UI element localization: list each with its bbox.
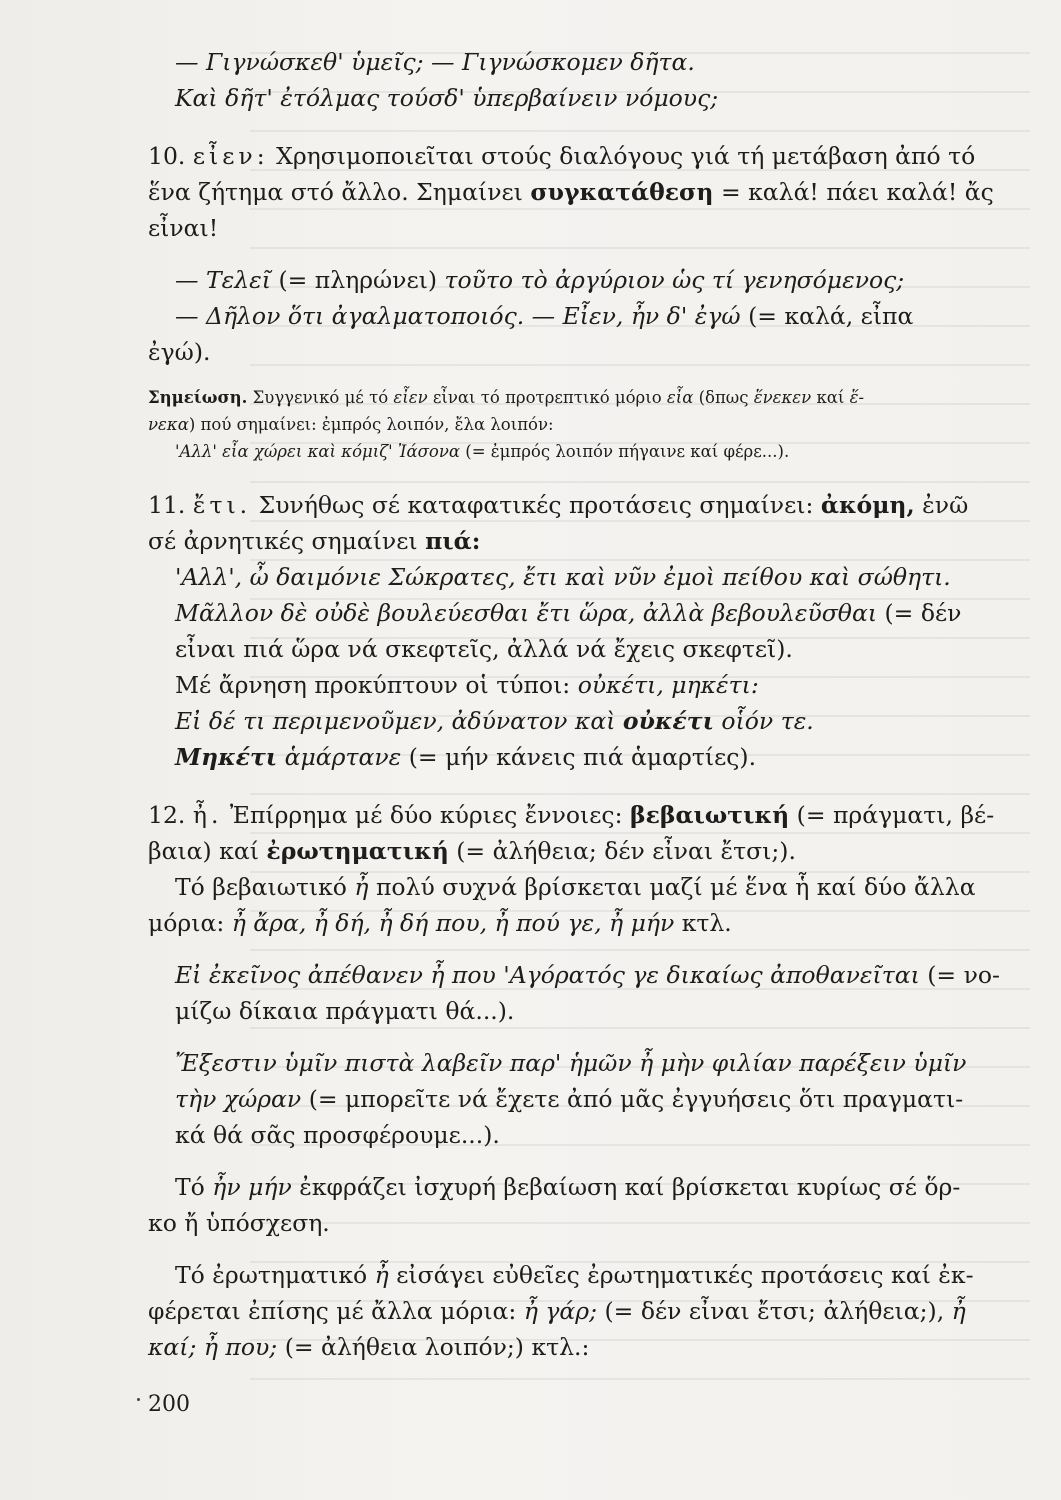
greek-word: νεκα: [148, 415, 189, 434]
text: Τό βεβαιωτικό: [175, 873, 355, 901]
page-number: 200: [148, 1392, 190, 1417]
text: Μέ ἄρνηση προκύπτουν οἱ τύποι:: [175, 671, 578, 699]
text: κτλ.: [674, 909, 732, 937]
body-line: [148, 869, 1018, 905]
note-line: [148, 438, 1018, 465]
section-term: ἦ.: [192, 801, 223, 829]
note-label: Σημείωση.: [148, 388, 248, 407]
text: ἐκφράζει ἰσχυρή βεβαίωση καί βρίσκεται κυρίως σέ ὅρ-: [291, 1173, 961, 1201]
greek-word: ἕ-: [849, 388, 865, 407]
text: σέ ἀρνητικές σημαίνει: [148, 527, 426, 555]
text: (= ἐμπρός λοιπόν πήγαινε καί φέρε...).: [460, 442, 790, 461]
example-line: [148, 559, 1018, 595]
example-line: [148, 957, 1018, 993]
body-line: [148, 993, 1018, 1029]
text: ἐνῶ: [914, 491, 969, 519]
example-line: [148, 298, 1018, 334]
text: — Γιγνώσκεθ' ὑμεῖς; — Γιγνώσκομεν δῆτα.: [175, 48, 695, 76]
text-body: [148, 44, 1018, 1365]
text: Ἐπίρρημα μέ δύο κύριες ἔννοιες:: [222, 801, 630, 829]
text: ) πού σημαίνει: ἐμπρός λοιπόν, ἔλα λοιπόν:: [188, 415, 554, 434]
bold-greek-word: οὐκέτι: [622, 707, 714, 735]
body-line: [148, 1293, 1018, 1329]
body-line: [148, 1205, 1018, 1241]
greek-quote: τὴν χώραν: [175, 1085, 302, 1113]
greek-quote: ἁμάρτανε: [277, 743, 402, 771]
section-term: ἔτι.: [192, 491, 252, 519]
text: Τό: [175, 1173, 213, 1201]
body-line: [148, 667, 1018, 703]
greek-word: ἦ γάρ;: [523, 1297, 598, 1325]
text: Συγγενικό μέ τό: [247, 388, 394, 407]
text: φέρεται ἐπίσης μέ ἄλλα μόρια:: [148, 1297, 524, 1325]
section-number: 10.: [148, 142, 186, 170]
text: μόρια:: [148, 909, 232, 937]
greek-word: εἶα: [666, 388, 694, 407]
body-line: [148, 631, 1018, 667]
greek-word: καί; ἦ που;: [148, 1333, 278, 1361]
text: (= πληρώνει): [270, 266, 445, 294]
greek-quote: — Δῆλον ὅτι ἀγαλματοποιός. — Εἶεν, ἦν δ' ἐγώ: [175, 302, 741, 330]
example-line: [148, 739, 1018, 775]
text: (= ἀλήθεια λοιπόν;) κτλ.:: [277, 1333, 590, 1361]
section-term: εἶεν:: [192, 142, 269, 170]
note-block: [148, 384, 1018, 465]
body-line: [148, 1257, 1018, 1293]
text: κά θά σᾶς προσφέρουμε...).: [175, 1121, 500, 1149]
section-number: 11.: [148, 491, 186, 519]
dialogue-line: [148, 80, 1018, 116]
bold-greek-word: Μηκέτι: [175, 743, 278, 771]
greek-quote: Μᾶλλον δὲ οὐδὲ βουλεύεσθαι ἔτι ὥρα, ἀλλὰ βεβουλεῦσθαι: [175, 599, 878, 627]
body-line: [148, 1329, 1018, 1365]
greek-quote: τοῦτο τὸ ἀργύριον ὡς τί γενησόμενος;: [444, 266, 905, 294]
bold-term: ἀκόμη,: [820, 491, 915, 519]
text: Καὶ δῆτ' ἐτόλμας τούσδ' ὑπερβαίνειν νόμους;: [175, 84, 719, 112]
example-line: [148, 595, 1018, 631]
body-line: [148, 523, 1018, 559]
section-10-heading: [148, 138, 1018, 174]
greek-word: ἦ: [374, 1261, 389, 1289]
body-line: [148, 833, 1018, 869]
text: εἶναι!: [148, 214, 219, 242]
section-number: 12.: [148, 801, 186, 829]
greek-quote: οἷόν τε.: [713, 707, 814, 735]
greek-quote: 'Αλλ' εἶα χώρει καὶ κόμιζ' Ἰάσονα: [175, 442, 461, 461]
example-line: [148, 262, 1018, 298]
text: (= πράγματι, βέ-: [789, 801, 995, 829]
bold-term: ἐρωτηματική: [266, 837, 449, 865]
greek-word: ἦ ἄρα, ἦ δή, ἦ δή που, ἦ πού γε, ἦ μήν: [231, 909, 675, 937]
section-12-heading: [148, 797, 1018, 833]
body-line: [148, 1169, 1018, 1205]
example-line: [148, 1081, 1018, 1117]
bold-term: βεβαιωτική: [629, 801, 790, 829]
body-line: [148, 210, 1018, 246]
greek-word: οὐκέτι, μηκέτι:: [577, 671, 759, 699]
text: εἰσάγει εὐθεῖες ἐρωτηματικές προτάσεις καί ἐκ-: [388, 1261, 974, 1289]
text: (= μπορεῖτε νά ἔχετε ἀπό μᾶς ἐγγυήσεις ὅτι πραγματι-: [301, 1085, 964, 1113]
bold-term: συγκατάθεση: [530, 178, 714, 206]
body-line: [148, 334, 1018, 370]
greek-word: ἦν μήν: [212, 1173, 292, 1201]
text: (= νο-: [919, 961, 1000, 989]
text: (δπως: [693, 388, 754, 407]
example-line: [148, 703, 1018, 739]
dialogue-line: [148, 44, 1018, 80]
text: (= δέν: [877, 599, 962, 627]
text: Τό ἐρωτηματικό: [175, 1261, 375, 1289]
stray-mark: [137, 1398, 140, 1401]
section-11-heading: [148, 487, 1018, 523]
body-line: [148, 174, 1018, 210]
greek-quote: Ἔξεστιν ὑμῖν πιστὰ λαβεῖν παρ' ἡμῶν ἦ μὴν φιλίαν παρέξειν ὑμῖν: [175, 1049, 967, 1077]
body-line: [148, 905, 1018, 941]
text: (= δέν εἶναι ἔτσι; ἀλήθεια;),: [597, 1297, 952, 1325]
text: Χρησιμοποιεῖται στούς διαλόγους γιά τή μετάβαση ἀπό τό: [268, 142, 976, 170]
text: Συνήθως σέ καταφατικές προτάσεις σημαίνει:: [251, 491, 821, 519]
text: ἕνα ζήτημα στό ἄλλο. Σημαίνει: [148, 178, 531, 206]
greek-word: ἕνεκεν: [753, 388, 812, 407]
text: (= μήν κάνεις πιά ἁμαρτίες).: [401, 743, 757, 771]
note-line: [148, 384, 1018, 411]
text: (= ἀλήθεια; δέν εἶναι ἔτσι;).: [448, 837, 796, 865]
note-line: [148, 411, 1018, 438]
text: εἶναι πιά ὥρα νά σκεφτεῖς, ἀλλά νά ἔχεις σκεφτεῖ).: [175, 635, 793, 663]
text: καί: [811, 388, 850, 407]
example-line: [148, 1045, 1018, 1081]
greek-word: ἦ: [354, 873, 369, 901]
text: μίζω δίκαια πράγματι θά...).: [175, 997, 515, 1025]
text: βαια) καί: [148, 837, 267, 865]
greek-word: εἶεν: [393, 388, 428, 407]
greek-word: ἦ: [951, 1297, 966, 1325]
greek-quote: 'Αλλ', ὦ δαιμόνιε Σώκρατες, ἔτι καὶ νῦν ἐμοὶ πείθου καὶ σώθητι.: [175, 563, 951, 591]
greek-quote: Εἰ δέ τι περιμενοῦμεν, ἀδύνατον καὶ: [175, 707, 623, 735]
text: (= καλά, εἶπα: [740, 302, 914, 330]
text: ἐγώ).: [148, 338, 211, 366]
greek-quote: Εἰ ἐκεῖνος ἀπέθανεν ἦ που 'Αγόρατός γε δικαίως ἀποθανεῖται: [175, 961, 920, 989]
text: = καλά! πάει καλά! ἄς: [713, 178, 994, 206]
greek-quote: — Τελεῖ: [175, 266, 271, 294]
text: εἶναι τό προτρεπτικό μόριο: [427, 388, 667, 407]
text: πολύ συχνά βρίσκεται μαζί μέ ἕνα ἧ καί δύο ἄλλα: [368, 873, 976, 901]
bold-term: πιά:: [425, 527, 481, 555]
body-line: [148, 1117, 1018, 1153]
text: κο ἤ ὑπόσχεση.: [148, 1209, 330, 1237]
